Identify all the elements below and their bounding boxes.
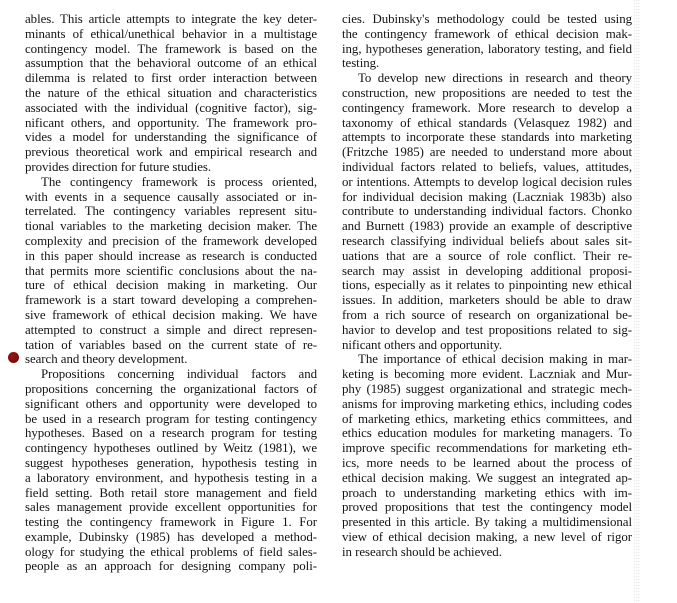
text-line: uations that are a source of role conflict. Their re- bbox=[342, 248, 632, 263]
text-line: nificant others, and opportunity. The framework pro- bbox=[25, 115, 317, 130]
text-line: search may assist in developing additional proposi- bbox=[342, 263, 632, 278]
text-line: in this paper should increase as research is conducted bbox=[25, 248, 317, 263]
text-line: be used in a research program for testing contingency bbox=[25, 411, 317, 426]
text-line: attempts to incorporate these standards into marketing bbox=[342, 130, 632, 145]
text-line: dilemma is related to first order interaction between bbox=[25, 71, 317, 86]
text-line: ing, hypotheses generation, laboratory testing, and field bbox=[342, 41, 632, 56]
text-line: contingency framework. More research to develop a bbox=[342, 100, 632, 115]
text-line: phy (1985) suggest organizational and strategic mech- bbox=[342, 381, 632, 396]
text-line: keting is becoming more evident. Laczniak and Mur- bbox=[342, 367, 632, 382]
text-line: taxonomy of ethical standards (Velasquez 1982) and bbox=[342, 115, 632, 130]
text-line: ics, more needs to be learned about the process of bbox=[342, 455, 632, 470]
text-line: havior to develop and test propositions related to sig- bbox=[342, 322, 632, 337]
text-line: and Burnett (1983) provide an example of descriptive bbox=[342, 219, 632, 234]
text-line: ture of ethical decision making in marketing. Our bbox=[25, 278, 317, 293]
text-line: sive framework of ethical decision making. We have bbox=[25, 307, 317, 322]
text-line: (Fritzche 1985) are needed to understand more about bbox=[342, 145, 632, 160]
red-dot-marker bbox=[8, 352, 19, 363]
text-line: tions, especially as it relates to pinpointing new ethical bbox=[342, 278, 632, 293]
text-line: complexity and precision of the framework developed bbox=[25, 233, 317, 248]
text-line: cies. Dubinsky's methodology could be tested using bbox=[342, 12, 632, 26]
text-line: nificant others and opportunity. bbox=[342, 337, 503, 352]
text-line: improve specific recommendations for marketing eth- bbox=[342, 441, 632, 456]
text-line: of marketing ethics, marketing ethics committees, and bbox=[342, 411, 632, 426]
text-line: significant others and opportunity were developed to bbox=[25, 396, 317, 411]
text-line: The contingency framework is process oriented, bbox=[41, 174, 317, 189]
text-line: the nature of the ethical situation and characteristics bbox=[25, 85, 317, 100]
text-line: contingency hypotheses outlined by Weitz (1981), we bbox=[25, 441, 317, 456]
text-line: contribute to understanding individual factors. Chonko bbox=[342, 204, 632, 219]
text-line: vides a model for understanding the significance of bbox=[25, 130, 317, 145]
text-line: view of ethical decision making, a new level of rigor bbox=[342, 529, 632, 544]
text-line: sales management provide excellent opportunities for bbox=[25, 500, 317, 515]
text-line: field setting. Both retail store management and field bbox=[25, 485, 317, 500]
text-line: proach to understanding marketing ethics with im- bbox=[342, 485, 632, 500]
text-line: ables. This article attempts to integrate the key deter- bbox=[25, 12, 317, 26]
text-line: suggest hypotheses generation, hypothesis testing in bbox=[25, 455, 317, 470]
text-line: The importance of ethical decision making in mar- bbox=[358, 352, 632, 367]
text-line: proved propositions that test the contingency model bbox=[342, 500, 632, 515]
text-line: a laboratory environment, and hypothesis testing in a bbox=[25, 470, 317, 485]
paragraph bbox=[25, 175, 317, 367]
text-line: the contingency framework of ethical decision mak- bbox=[342, 26, 632, 41]
text-line: terrelated. The contingency variables represent situ- bbox=[25, 204, 317, 219]
text-line: in research should be achieved. bbox=[342, 544, 502, 559]
paragraph bbox=[342, 352, 632, 559]
text-line: tation of variables based on the current state of re- bbox=[25, 337, 317, 352]
text-line: anisms for improving marketing ethics, including codes bbox=[342, 396, 632, 411]
text-line: tional variables to the marketing decision maker. The bbox=[25, 219, 317, 234]
text-line: or intentions. Attempts to develop logical decision rules bbox=[342, 174, 632, 189]
text-line: To develop new directions in research and theory bbox=[358, 71, 632, 86]
text-line: construction, new propositions are needed to test the bbox=[342, 85, 632, 100]
right-text-column bbox=[342, 12, 632, 559]
text-line: Propositions concerning individual factors and bbox=[41, 367, 317, 382]
text-line: ethical decision making. We suggest an integrated ap- bbox=[342, 470, 632, 485]
paragraph bbox=[342, 12, 632, 71]
text-line: testing the contingency framework in Figure 1. For bbox=[25, 515, 317, 530]
text-line: attempted to construct a simple and direct represen- bbox=[25, 322, 317, 337]
paragraph bbox=[342, 71, 632, 352]
text-line: with events in a sequence causally associated or in- bbox=[25, 189, 317, 204]
text-line: issues. In addition, marketers should be able to draw bbox=[342, 293, 632, 308]
text-line: assumption that the behavioral outcome of an ethical bbox=[25, 56, 317, 71]
text-line: from a rich source of research on organizational be- bbox=[342, 307, 632, 322]
text-line: research classifying individual beliefs about sales sit- bbox=[342, 233, 632, 248]
text-line: presented in this article. By taking a multidimensional bbox=[342, 515, 632, 530]
text-line: contingency model. The framework is based on the bbox=[25, 41, 317, 56]
text-line: hypotheses. Based on a research program for testing bbox=[25, 426, 317, 441]
text-line: testing. bbox=[342, 56, 380, 71]
text-line: ethics education modules for marketing managers. To bbox=[342, 426, 632, 441]
text-line: propositions concerning the organizational factors of bbox=[25, 381, 317, 396]
paragraph bbox=[25, 367, 317, 574]
text-line: individual factors related to beliefs, values, attitudes, bbox=[342, 159, 632, 174]
left-text-column bbox=[25, 12, 317, 574]
text-line: that permits more scientific conclusions about the na- bbox=[25, 263, 317, 278]
text-line: for individual decision making (Laczniak 1983b) also bbox=[342, 189, 632, 204]
text-line: people as an approach for designing company poli- bbox=[25, 559, 317, 574]
text-line: ology for studying the ethical problems of field sales- bbox=[25, 544, 317, 559]
text-line: minants of ethical/unethical behavior in a multistage bbox=[25, 26, 317, 41]
text-line: previous theoretical work and empirical research and bbox=[25, 145, 317, 160]
text-line: example, Dubinsky (1985) has developed a method- bbox=[25, 529, 317, 544]
paragraph bbox=[25, 12, 317, 175]
text-line: provides direction for future studies. bbox=[25, 159, 212, 174]
text-line: framework is a start toward developing a comprehen- bbox=[25, 293, 317, 308]
text-line: search and theory development. bbox=[25, 352, 188, 367]
text-line: associated with the individual (cognitive factor), sig- bbox=[25, 100, 317, 115]
scan-noise-right-edge bbox=[634, 0, 640, 603]
